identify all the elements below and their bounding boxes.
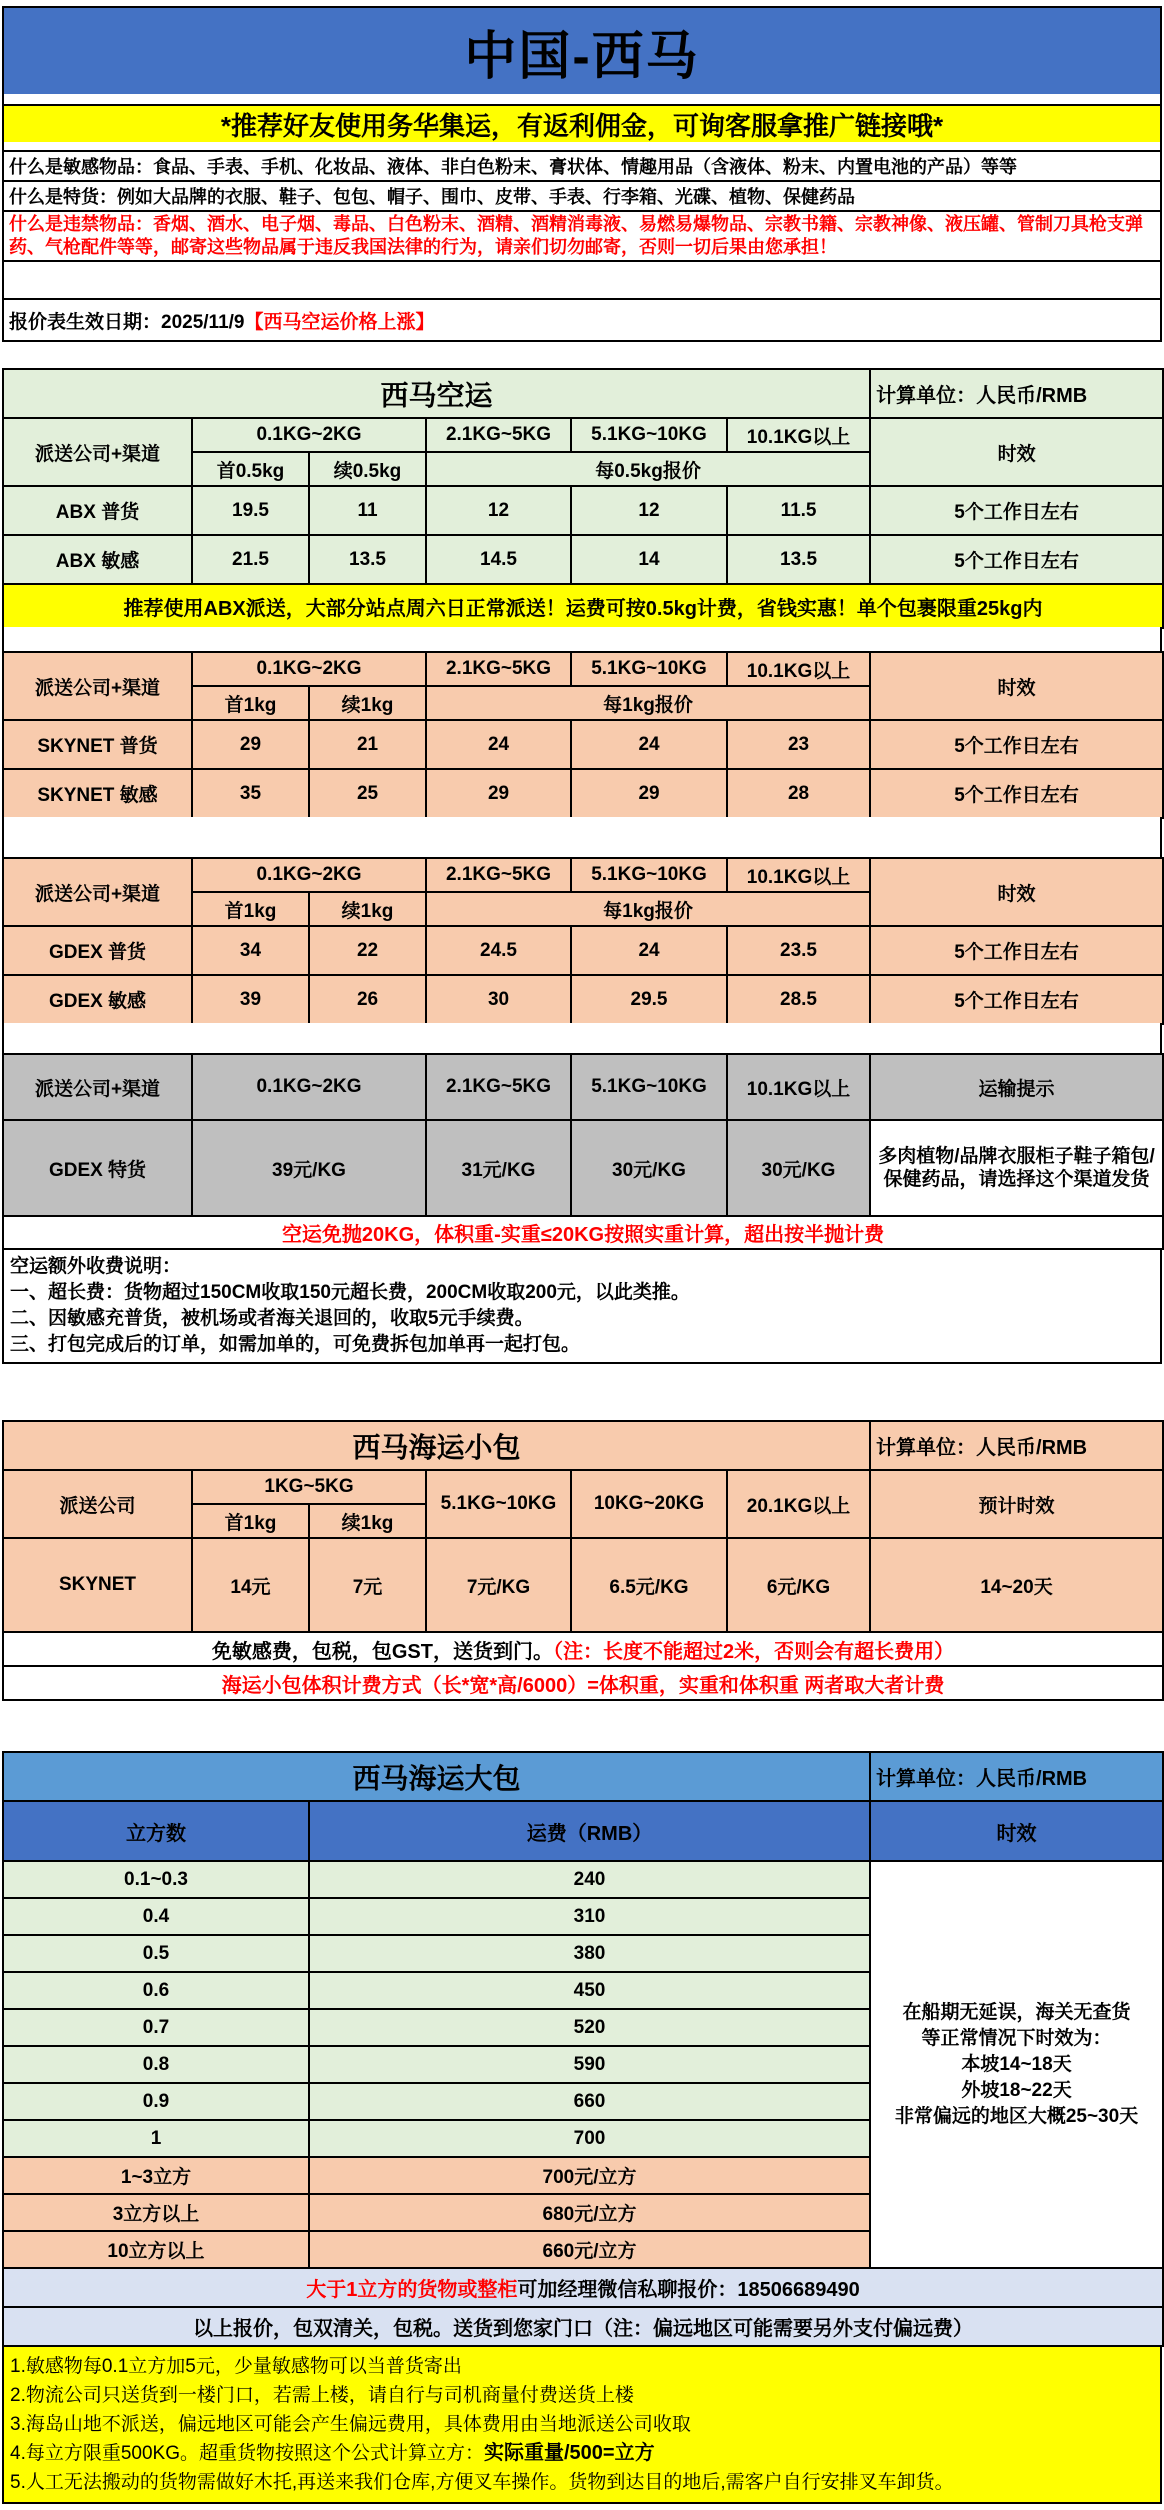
channel-name: SKYNET 敏感	[3, 769, 192, 818]
price-cell: 14.5	[426, 535, 571, 584]
col-header-range4: 10.1KG以上	[727, 1054, 870, 1120]
price-cell: 30	[426, 975, 571, 1024]
spacer	[2, 817, 1162, 859]
air-section-title: 西马空运	[3, 369, 870, 418]
table-row	[3, 720, 1163, 769]
fee-cell: 680元/立方	[309, 2194, 870, 2231]
col-header-cbm: 立方数	[3, 1801, 309, 1861]
col-header-first-weight: 首0.5kg	[192, 452, 309, 486]
fee-cell: 310	[309, 1898, 870, 1935]
price-cell: 24.5	[426, 926, 571, 975]
eta-cell: 5个工作日左右	[870, 535, 1163, 584]
col-header-eta: 预计时效	[870, 1470, 1163, 1538]
eta-line: 非常偏远的地区大概25~30天	[894, 2105, 1139, 2127]
price-cell: 24	[571, 720, 727, 769]
eta-cell: 5个工作日左右	[870, 975, 1163, 1024]
price-cell: 29.5	[571, 975, 727, 1024]
price-cell: 29	[426, 769, 571, 818]
sea-small-note-black: 免敏感费，包税，包GST，送货到门。	[211, 1640, 553, 1663]
cbm-cell: 0.5	[3, 1935, 309, 1972]
price-cell: 12	[571, 486, 727, 535]
eta-line: 外坡18~22天	[961, 2079, 1072, 2101]
air-free-throw-note: 空运免抛20KG，体积重-实重≤20KG按照实重计算，超出按半抛计费	[3, 1216, 1163, 1249]
col-header-company: 派送公司	[3, 1470, 192, 1538]
contact-red: 大于1立方的货物或整柜	[306, 2279, 518, 2301]
eta-cell: 14~20天	[870, 1538, 1163, 1632]
channel-name: GDEX 普货	[3, 926, 192, 975]
channel-name: ABX 普货	[3, 486, 192, 535]
price-cell: 26	[309, 975, 426, 1024]
abx-note: 推荐使用ABX派送，大部分站点周六日正常派送！运费可按0.5kg计费，省钱实惠！单个包裹限重25kg内	[3, 584, 1163, 628]
cbm-cell: 0.1~0.3	[3, 1861, 309, 1898]
air-extra-fees-item: 二、因敏感充普货，被机场或者海关退回的，收取5元手续费。	[10, 1308, 534, 1329]
price-cell: 24	[426, 720, 571, 769]
col-header-per-weight: 每0.5kg报价	[426, 452, 870, 486]
fee-cell: 380	[309, 1935, 870, 1972]
fee-cell: 700元/立方	[309, 2157, 870, 2194]
price-cell: 11	[309, 486, 426, 535]
col-header-range3: 10KG~20KG	[571, 1470, 727, 1538]
table-row	[3, 486, 1163, 535]
price-cell: 23.5	[727, 926, 870, 975]
table-row	[3, 975, 1163, 1024]
spacer	[2, 1023, 1162, 1055]
channel-name: SKYNET 普货	[3, 720, 192, 769]
contact-black: 可加经理微信私聊报价：18506689490	[517, 2279, 860, 2301]
promo-banner: *推荐好友使用务华集运，有返利佣金，可询客服拿推广链接哦*	[2, 104, 1162, 144]
price-cell: 6.5元/KG	[571, 1538, 727, 1632]
cbm-cell: 1~3立方	[3, 2157, 309, 2194]
price-cell: 31元/KG	[426, 1120, 571, 1216]
note-line	[10, 2439, 1154, 2468]
col-header-range1: 0.1KG~2KG	[192, 418, 426, 452]
col-header-cont-weight: 续0.5kg	[309, 452, 426, 486]
page-header	[2, 6, 1162, 96]
gap	[2, 342, 1162, 368]
channel-name: GDEX 敏感	[3, 975, 192, 1024]
col-header-range2: 2.1KG~5KG	[426, 652, 571, 686]
spacer	[2, 627, 1162, 653]
info-sensitive: 什么是敏感物品：食品、手表、手机、化妆品、液体、非白色粉末、膏状体、情趣用品（含液体、粉末、内置电池的产品）等等	[2, 150, 1162, 182]
price-cell: 21	[309, 720, 426, 769]
col-header-range4: 20.1KG以上	[727, 1470, 870, 1538]
clearance-row: 以上报价，包双清关，包税。送货到您家门口（注：偏远地区可能需要另外支付偏远费）	[3, 2307, 1163, 2346]
col-header-range3: 5.1KG~10KG	[571, 652, 727, 686]
price-cell: 39	[192, 975, 309, 1024]
unit-label: 计算单位：人民币/RMB	[870, 1421, 1163, 1470]
cbm-cell: 0.6	[3, 1972, 309, 2009]
eta-cell: 5个工作日左右	[870, 720, 1163, 769]
cbm-cell: 0.4	[3, 1898, 309, 1935]
col-header-range4: 10.1KG以上	[727, 418, 870, 452]
air-gdex-table	[2, 857, 1164, 1025]
contact-row	[3, 2268, 1163, 2307]
col-header-cont-weight: 续1kg	[309, 1504, 426, 1538]
table-row	[3, 535, 1163, 584]
price-cell: 14元	[192, 1538, 309, 1632]
price-cell: 21.5	[192, 535, 309, 584]
price-cell: 12	[426, 486, 571, 535]
col-header-range1: 0.1KG~2KG	[192, 652, 426, 686]
sea-big-table	[2, 1751, 1164, 2347]
price-cell: 11.5	[727, 486, 870, 535]
col-header-range2: 2.1KG~5KG	[426, 1054, 571, 1120]
col-header-range1: 1KG~5KG	[192, 1470, 426, 1504]
col-header-company: 派送公司+渠道	[3, 418, 192, 486]
eta-cell: 5个工作日左右	[870, 769, 1163, 818]
price-cell: 7元/KG	[426, 1538, 571, 1632]
fee-cell: 660元/立方	[309, 2231, 870, 2268]
note-line: 1.敏感物每0.1立方加5元，少量敏感物可以当普货寄出	[10, 2356, 462, 2377]
cbm-cell: 0.8	[3, 2046, 309, 2083]
air-extra-fees-item: 一、超长费：货物超过150CM收取150元超长费，200CM收取200元，以此类推。	[10, 1282, 690, 1303]
col-header-range1: 0.1KG~2KG	[192, 1054, 426, 1120]
unit-label: 计算单位：人民币/RMB	[870, 369, 1163, 418]
effective-date-row	[2, 298, 1162, 342]
fee-cell: 660	[309, 2083, 870, 2120]
col-header-first-weight: 首1kg	[192, 892, 309, 926]
price-cell: 29	[192, 720, 309, 769]
sea-small-table	[2, 1420, 1164, 1701]
channel-name: GDEX 特货	[3, 1120, 192, 1216]
sea-small-note-red: （注：长度不能超过2米，否则会有超长费用）	[553, 1640, 955, 1663]
col-header-range4: 10.1KG以上	[727, 858, 870, 892]
price-cell: 13.5	[727, 535, 870, 584]
price-cell: 19.5	[192, 486, 309, 535]
eta-line: 等正常情况下时效为：	[921, 2027, 1112, 2049]
fee-cell: 240	[309, 1861, 870, 1898]
col-header-company: 派送公司+渠道	[3, 1054, 192, 1120]
price-cell: 14	[571, 535, 727, 584]
cbm-cell: 0.9	[3, 2083, 309, 2120]
col-header-tip: 运输提示	[870, 1054, 1163, 1120]
cbm-cell: 1	[3, 2120, 309, 2157]
note-line: 3.海岛山地不派送，偏远地区可能会产生偏远费用，具体费用由当地派送公司收取	[10, 2414, 691, 2435]
info-special: 什么是特货：例如大品牌的衣服、鞋子、包包、帽子、围巾、皮带、手表、行李箱、光碟、植物、保健药品	[2, 180, 1162, 212]
effective-date-highlight: 【西马空运价格上涨】	[244, 311, 435, 333]
col-header-range2: 2.1KG~5KG	[426, 858, 571, 892]
channel-name: ABX 敏感	[3, 535, 192, 584]
col-header-range3: 5.1KG~10KG	[571, 1054, 727, 1120]
price-cell: 28.5	[727, 975, 870, 1024]
col-header-eta: 时效	[870, 418, 1163, 486]
sea-small-formula: 海运小包体积计费方式（长*宽*高/6000）=体积重，实重和体积重 两者取大者计费	[3, 1666, 1163, 1700]
fee-cell: 520	[309, 2009, 870, 2046]
air-abx-table	[2, 368, 1164, 629]
note4-formula: 实际重量/500=立方	[484, 2442, 655, 2464]
table-row	[3, 769, 1163, 818]
col-header-range3: 5.1KG~10KG	[571, 418, 727, 452]
table-row	[3, 926, 1163, 975]
col-header-eta: 时效	[870, 652, 1163, 720]
note4-head: 4.每立方限重500KG。超重货物按照这个公式计算立方：	[10, 2443, 484, 2464]
sea-big-notes	[2, 2345, 1162, 2504]
eta-cell: 5个工作日左右	[870, 926, 1163, 975]
price-cell: 39元/KG	[192, 1120, 426, 1216]
col-header-range2: 5.1KG~10KG	[426, 1470, 571, 1538]
price-cell: 7元	[309, 1538, 426, 1632]
price-cell: 29	[571, 769, 727, 818]
col-header-company: 派送公司+渠道	[3, 858, 192, 926]
eta-line: 本坡14~18天	[961, 2053, 1072, 2075]
col-header-range4: 10.1KG以上	[727, 652, 870, 686]
cbm-cell: 0.7	[3, 2009, 309, 2046]
price-cell: 25	[309, 769, 426, 818]
air-extra-fees-item: 三、打包完成后的订单，如需加单的，可免费拆包加单再一起打包。	[10, 1334, 581, 1355]
col-header-range3: 5.1KG~10KG	[571, 858, 727, 892]
note-line: 2.物流公司只送货到一楼门口，若需上楼，请自行与司机商量付费送货上楼	[10, 2385, 634, 2406]
sea-small-note	[3, 1632, 1163, 1666]
air-extra-fees	[2, 1248, 1162, 1364]
price-cell: 22	[309, 926, 426, 975]
sea-small-title: 西马海运小包	[3, 1421, 870, 1470]
col-header-fee: 运费（RMB）	[309, 1801, 870, 1861]
col-header-eta: 时效	[870, 858, 1163, 926]
air-gdex-special-table	[2, 1053, 1164, 1250]
col-header-eta: 时效	[870, 1801, 1163, 1861]
price-cell: 35	[192, 769, 309, 818]
channel-name: SKYNET	[3, 1538, 192, 1632]
info-prohibited: 什么是违禁物品：香烟、酒水、电子烟、毒品、白色粉末、酒精、酒精消毒液、易燃易爆物品、宗教书籍、宗教神像、液压罐、管制刀具枪支弹药、气枪配件等等，邮寄这些物品属于违反我国法律的行为，请亲们切勿邮寄，否则一切后果由您承担！	[2, 210, 1162, 262]
cbm-cell: 3立方以上	[3, 2194, 309, 2231]
transport-tip: 多肉植物/品牌衣服柜子鞋子箱包/保健药品，请选择这个渠道发货	[870, 1120, 1163, 1216]
unit-label: 计算单位：人民币/RMB	[870, 1752, 1163, 1801]
table-row	[3, 1861, 1163, 1898]
page-title: 中国-西马	[464, 27, 700, 86]
effective-date-label: 报价表生效日期：2025/11/9	[9, 311, 245, 333]
gap	[2, 1364, 1162, 1420]
price-cell: 24	[571, 926, 727, 975]
col-header-per-weight: 每1kg报价	[426, 892, 870, 926]
col-header-first-weight: 首1kg	[192, 686, 309, 720]
eta-line: 在船期无延误，海关无查货	[902, 2001, 1131, 2023]
col-header-cont-weight: 续1kg	[309, 892, 426, 926]
col-header-range2: 2.1KG~5KG	[426, 418, 571, 452]
col-header-cont-weight: 续1kg	[309, 686, 426, 720]
fee-cell: 450	[309, 1972, 870, 2009]
gap	[2, 1701, 1162, 1751]
price-cell: 30元/KG	[571, 1120, 727, 1216]
note-line: 5.人工无法搬动的货物需做好木托,再送来我们仓库,方便叉车操作。货物到达目的地后,需客户自行安排叉车卸货。	[10, 2472, 954, 2493]
price-cell: 6元/KG	[727, 1538, 870, 1632]
sea-big-title: 西马海运大包	[3, 1752, 870, 1801]
air-extra-fees-title: 空运额外收费说明：	[10, 1256, 182, 1277]
eta-cell: 5个工作日左右	[870, 486, 1163, 535]
price-cell: 23	[727, 720, 870, 769]
price-cell: 30元/KG	[727, 1120, 870, 1216]
price-cell: 34	[192, 926, 309, 975]
air-skynet-table	[2, 651, 1164, 819]
fee-cell: 700	[309, 2120, 870, 2157]
eta-merged-cell	[870, 1861, 1163, 2268]
table-row	[3, 1538, 1163, 1632]
col-header-company: 派送公司+渠道	[3, 652, 192, 720]
col-header-per-weight: 每1kg报价	[426, 686, 870, 720]
fee-cell: 590	[309, 2046, 870, 2083]
empty-row	[2, 260, 1162, 300]
price-cell: 13.5	[309, 535, 426, 584]
col-header-first-weight: 首1kg	[192, 1504, 309, 1538]
price-cell: 28	[727, 769, 870, 818]
table-row	[3, 1120, 1163, 1216]
col-header-range1: 0.1KG~2KG	[192, 858, 426, 892]
cbm-cell: 10立方以上	[3, 2231, 309, 2268]
